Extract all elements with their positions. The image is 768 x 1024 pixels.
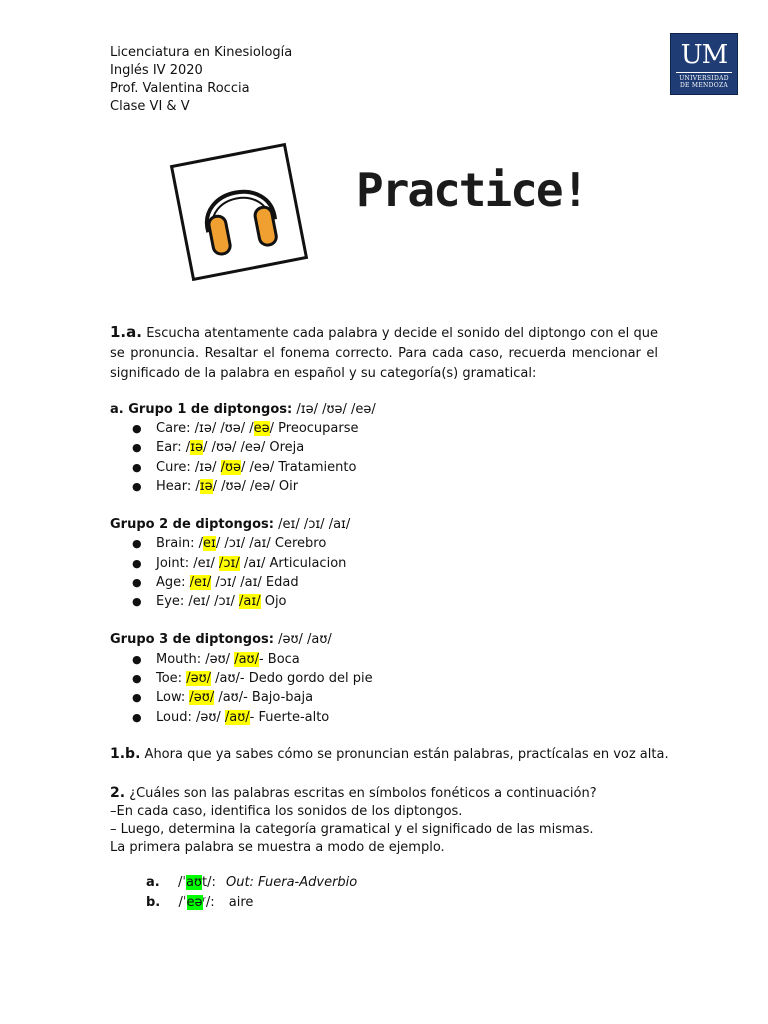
instruction-1a-number: 1.a.	[110, 323, 142, 341]
highlighted-phoneme: eə	[253, 421, 270, 436]
bullet: ●	[132, 711, 142, 724]
item-text: / /ʊə/ /eə/ Oir	[212, 479, 299, 494]
headphones-icon	[170, 143, 308, 281]
item-text: / /ɔɪ/ /aɪ/ Cerebro	[215, 536, 327, 551]
university-logo	[670, 33, 738, 95]
item-text: / /ʊə/ /eə/ Oreja	[203, 440, 305, 455]
course-level: Inglés IV 2020	[110, 63, 203, 78]
list-item	[156, 438, 304, 457]
example-answer: Out: Fuera-Adverbio	[225, 875, 358, 890]
item-text: / /eə/ Tratamiento	[241, 460, 357, 475]
highlighted-phoneme: /aɪ/	[239, 594, 261, 609]
highlighted-phoneme: eɪ	[202, 536, 216, 551]
instruction-1b-text: Ahora que ya sabes cómo se pronuncian están palabras, practícalas en voz alta.	[144, 747, 669, 762]
item-text: / Preocuparse	[269, 421, 359, 436]
example-label: a.	[146, 875, 160, 890]
example-item	[146, 873, 357, 892]
phonetic-word: /ˈeəʳ/:	[178, 895, 215, 910]
headphones-graphic	[173, 146, 304, 277]
bullet: ●	[132, 422, 142, 435]
instruction-2-text: ¿Cuáles son las palabras escritas en símbolos fonéticos a continuación?	[129, 786, 597, 801]
item-text: Brain: /	[156, 536, 203, 551]
instruction-1a	[110, 322, 658, 384]
item-text: Low:	[156, 690, 190, 705]
list-item	[156, 458, 356, 477]
bullet: ●	[132, 461, 142, 474]
teacher-name: Prof. Valentina Roccia	[110, 81, 250, 96]
item-text: Ear: /	[156, 440, 191, 455]
group1-heading	[110, 400, 376, 419]
group1-phonemes: /ɪə/ /ʊə/ /eə/	[296, 402, 376, 417]
instruction-2-line2: –En cada caso, identifica los sonidos de los diptongos.	[110, 804, 463, 819]
item-text: Eye: /eɪ/ /ɔɪ/	[156, 594, 240, 609]
instruction-2-line1	[110, 784, 597, 803]
item-text: Toe:	[156, 671, 187, 686]
logo-line2: DE MENDOZA	[679, 82, 729, 89]
instruction-2-line4: La primera palabra se muestra a modo de ejemplo.	[110, 840, 445, 855]
instruction-1a-text: Escucha atentamente cada palabra y decide el sonido del diptongo con el que se pronuncia. Resaltar el fonema correcto. Para cada caso, recuerda mencionar el significado de la palabra en español y su categoría(s) gramatical:	[110, 326, 658, 381]
item-text: Cure: /ɪə/	[156, 460, 221, 475]
logo-line1: UNIVERSIDAD	[679, 75, 729, 82]
instruction-2-line3: – Luego, determina la categoría gramatical y el significado de las mismas.	[110, 822, 594, 837]
item-text: Loud: /əʊ/	[156, 710, 225, 725]
item-text: /aʊ/- Bajo-baja	[214, 690, 314, 705]
instruction-1b	[110, 745, 669, 764]
group2-heading	[110, 515, 350, 534]
group3-title: Grupo 3 de diptongos:	[110, 632, 274, 647]
group2-title: Grupo 2 de diptongos:	[110, 517, 274, 532]
group2-phonemes: /eɪ/ /ɔɪ/ /aɪ/	[278, 517, 351, 532]
bullet: ●	[132, 557, 142, 570]
list-item	[156, 573, 299, 592]
item-text: - Fuerte-alto	[249, 710, 330, 725]
example-item	[146, 893, 253, 912]
class-number: Clase VI & V	[110, 99, 190, 114]
item-text: Age:	[156, 575, 190, 590]
group3-heading	[110, 630, 332, 649]
highlighted-phoneme: ɪə	[190, 440, 204, 455]
highlighted-phoneme: /əʊ/	[186, 671, 211, 686]
list-item	[156, 688, 313, 707]
example-label: b.	[146, 895, 161, 910]
phonetic-word: /ˈaʊt/:	[178, 875, 216, 890]
list-item	[156, 592, 287, 611]
highlighted-phoneme: /əʊ/	[189, 690, 215, 705]
example-answer: aire	[228, 895, 254, 910]
group1-title: Grupo 1 de diptongos:	[128, 402, 293, 417]
bullet: ●	[132, 653, 142, 666]
item-text: Mouth: /əʊ/	[156, 652, 235, 667]
highlighted-phoneme: /eɪ/	[189, 575, 212, 590]
bullet: ●	[132, 537, 142, 550]
bullet: ●	[132, 576, 142, 589]
highlighted-phoneme: /aʊ/	[234, 652, 259, 667]
bullet: ●	[132, 595, 142, 608]
list-item	[156, 708, 329, 727]
logo-divider	[676, 72, 732, 73]
group3-phonemes: /əʊ/ /aʊ/	[278, 632, 332, 647]
item-text: - Boca	[258, 652, 300, 667]
bullet: ●	[132, 441, 142, 454]
highlighted-phoneme: ɪə	[199, 479, 213, 494]
instruction-2-number: 2.	[110, 785, 126, 801]
list-item	[156, 554, 346, 573]
list-item	[156, 650, 300, 669]
item-text: Ojo	[260, 594, 287, 609]
practice-title: Practice!	[356, 163, 588, 217]
item-text: Joint: /eɪ/	[156, 556, 219, 571]
list-item	[156, 534, 326, 553]
item-text: Care: /ɪə/ /ʊə/ /	[156, 421, 254, 436]
item-text: /aɪ/ Articulacion	[239, 556, 347, 571]
bullet: ●	[132, 691, 142, 704]
item-text: Hear: /	[156, 479, 200, 494]
instruction-1b-number: 1.b.	[110, 746, 141, 762]
logo-initials: UM	[680, 40, 728, 70]
highlighted-phoneme: /ɔɪ/	[218, 556, 240, 571]
list-item	[156, 419, 359, 438]
group1-prefix: a.	[110, 402, 129, 417]
item-text: /ɔɪ/ /aɪ/ Edad	[211, 575, 299, 590]
course-name: Licenciatura en Kinesiología	[110, 45, 293, 60]
list-item	[156, 477, 298, 496]
bullet: ●	[132, 480, 142, 493]
highlighted-phoneme: /ʊə	[220, 460, 242, 475]
list-item	[156, 669, 373, 688]
highlighted-phoneme: /aʊ/	[224, 710, 250, 725]
bullet: ●	[132, 672, 142, 685]
item-text: /aʊ/- Dedo gordo del pie	[211, 671, 373, 686]
